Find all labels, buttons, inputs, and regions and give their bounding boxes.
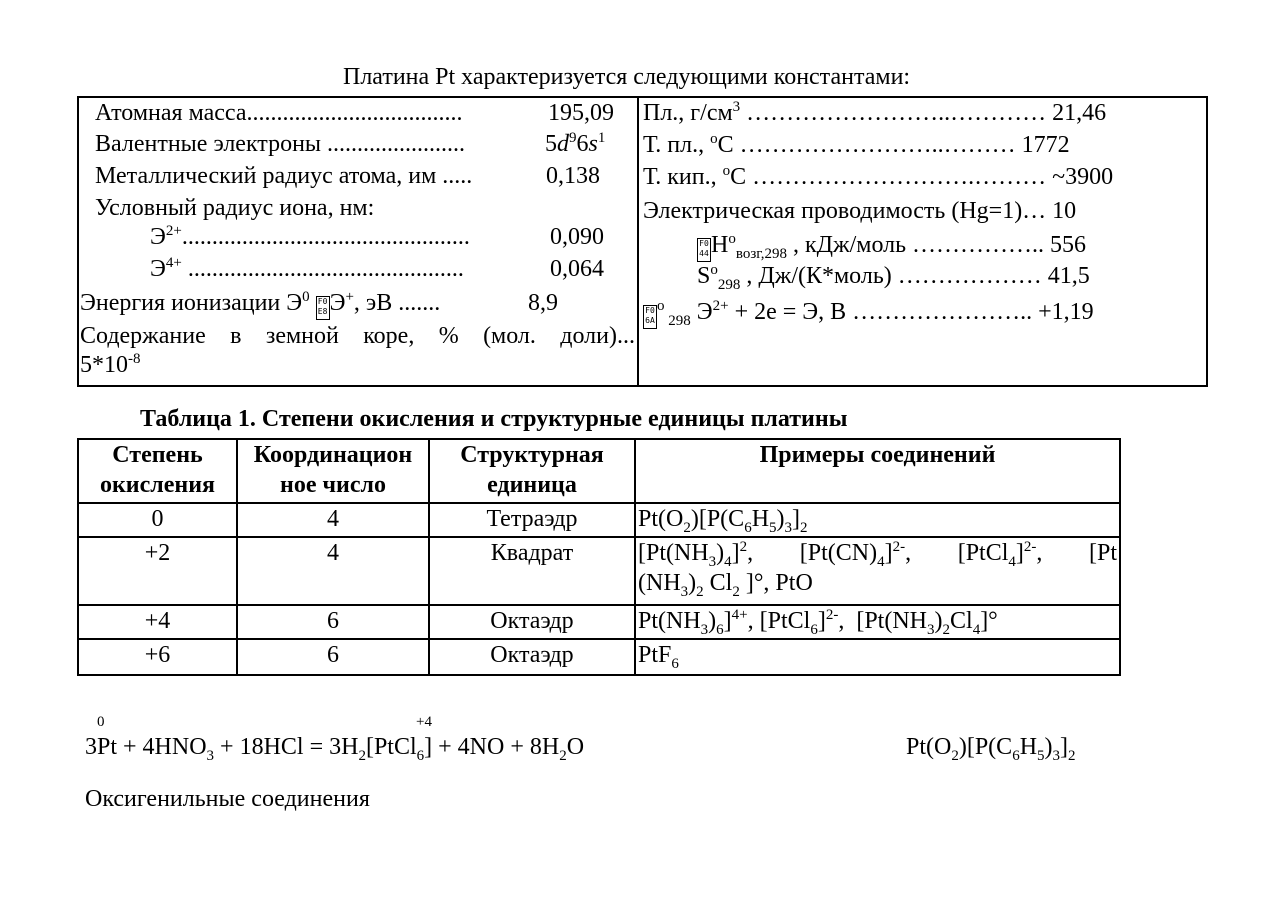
entropy-row: $S^o_{298}$ , Дж/(К*моль) ……………… 41,5	[697, 262, 1090, 293]
enthalpy-row: F0 $44H^o_{возг,298}$ , кДж/моль …………….. 556	[697, 229, 1086, 262]
atomic-mass-value: 195,09	[548, 100, 614, 126]
oxidation-state-pt: 0	[97, 714, 105, 730]
col-header-examples: Примеры соединений	[635, 439, 1120, 503]
conductivity-row: Электрическая проводимость (Hg=1)… 10	[643, 198, 1077, 224]
ionization-value: 8,9	[528, 290, 558, 316]
table-row	[78, 605, 1120, 639]
valence-label: Валентные электроны .......................	[95, 131, 466, 157]
ion4-value: 0,064	[550, 256, 604, 282]
ionization-row: Энергия ионизации $Э^0$ F0 E8Э+, эВ .......	[80, 287, 440, 320]
ion2-row: $Э^{2+}$................................................	[150, 223, 470, 250]
cell-oxidation: +6	[78, 639, 237, 675]
table-row	[78, 639, 1120, 675]
cell-oxidation: +4	[78, 605, 237, 639]
oxidation-state-ptcl: +4	[416, 714, 432, 730]
reaction-equation: $3Pt + 4HNO_3 + 18HCl$ = $3H_2[PtCl_6] + 4NO + 8H_2O$	[85, 734, 585, 764]
ion4-row: $Э^{4+}$ ..............................................	[150, 255, 464, 282]
table-row	[78, 503, 1120, 537]
cell-coordination: 6	[237, 639, 429, 675]
cell-oxidation: 0	[78, 503, 237, 537]
table-header-row	[78, 439, 1120, 503]
page-title: Платина Pt характеризуется следующими константами:	[343, 64, 911, 90]
oxygenyl-heading: Оксигенильные соединения	[85, 786, 370, 812]
metal-radius-row	[95, 160, 472, 192]
valence-row	[95, 128, 465, 160]
crust-content-row: Содержание в земной коре, % (мол. доли)...	[80, 323, 635, 349]
col-header-coordination: Координацион ное число	[237, 439, 429, 503]
table-caption: Таблица 1. Степени окисления и структурные единицы платины	[140, 406, 848, 432]
cell-coordination: 4	[237, 503, 429, 537]
metal-radius-label: Металлический радиус атома, им .....	[95, 163, 473, 189]
density-row: Пл., $г/см^3$ ……………………..………… 21,46	[643, 99, 1107, 126]
crust-content-value: $5*10^{-8}$	[80, 351, 141, 378]
missing-glyph-icon: F0 6A	[643, 305, 657, 329]
missing-glyph-icon: F0 E8	[316, 296, 330, 320]
col-header-unit: Структурная единица	[429, 439, 635, 503]
reaction-formula-right: $Pt(O_2)[P(C_6H_5)_3]_2$	[906, 734, 1076, 764]
cell-unit: Тетраэдр	[429, 503, 635, 537]
cell-examples: $Pt(O_2)[P(C_6H_5)_3]_2$	[635, 503, 1120, 537]
cell-oxidation: +2	[78, 537, 237, 605]
oxidation-table	[77, 438, 1121, 676]
cell-coordination: 6	[237, 605, 429, 639]
table-row	[78, 537, 1120, 605]
cell-unit: Октаэдр	[429, 605, 635, 639]
cell-examples: $Pt(NH_3)_6]^{4+}$, [PtCl$_6$]$^{2-}$, $[Pt(NH_3)_2Cl_4]^\circ$	[635, 605, 1120, 639]
cell-coordination: 4	[237, 537, 429, 605]
cell-unit: Квадрат	[429, 537, 635, 605]
cell-examples: $[Pt(NH_3)_4]^2$, $[Pt(CN)_4]^{2-}$, [PtCl$_4$]$^{2-}$, [Pt $(NH_3)_2$ $Cl_2$ ]°, PtO	[635, 537, 1120, 605]
constants-divider	[637, 96, 639, 387]
col-header-oxidation: Степень окисления	[78, 439, 237, 503]
ion-radius-heading: Условный радиус иона, нм:	[95, 195, 375, 221]
potential-row: F0 $6A^o$ $_{298}$ $Э^{2+} + 2е = Э$, В ………………….. +1,19	[643, 296, 1094, 329]
atomic-mass-row	[95, 97, 463, 129]
boiling-point-row: Т. кип., $^o$С ……………………….……… ~3900	[643, 163, 1114, 190]
melting-point-row: Т. пл., $^o$С ……………………..……… 1772	[643, 131, 1070, 158]
atomic-mass-label: Атомная масса....................................	[95, 100, 463, 126]
ion2-value: 0,090	[550, 224, 604, 250]
cell-unit: Октаэдр	[429, 639, 635, 675]
metal-radius-value: 0,138	[546, 163, 600, 189]
cell-examples: PtF$_6$	[635, 639, 1120, 675]
valence-value: $5d^96s^1$	[545, 130, 606, 157]
missing-glyph-icon: F0 44	[697, 238, 711, 262]
